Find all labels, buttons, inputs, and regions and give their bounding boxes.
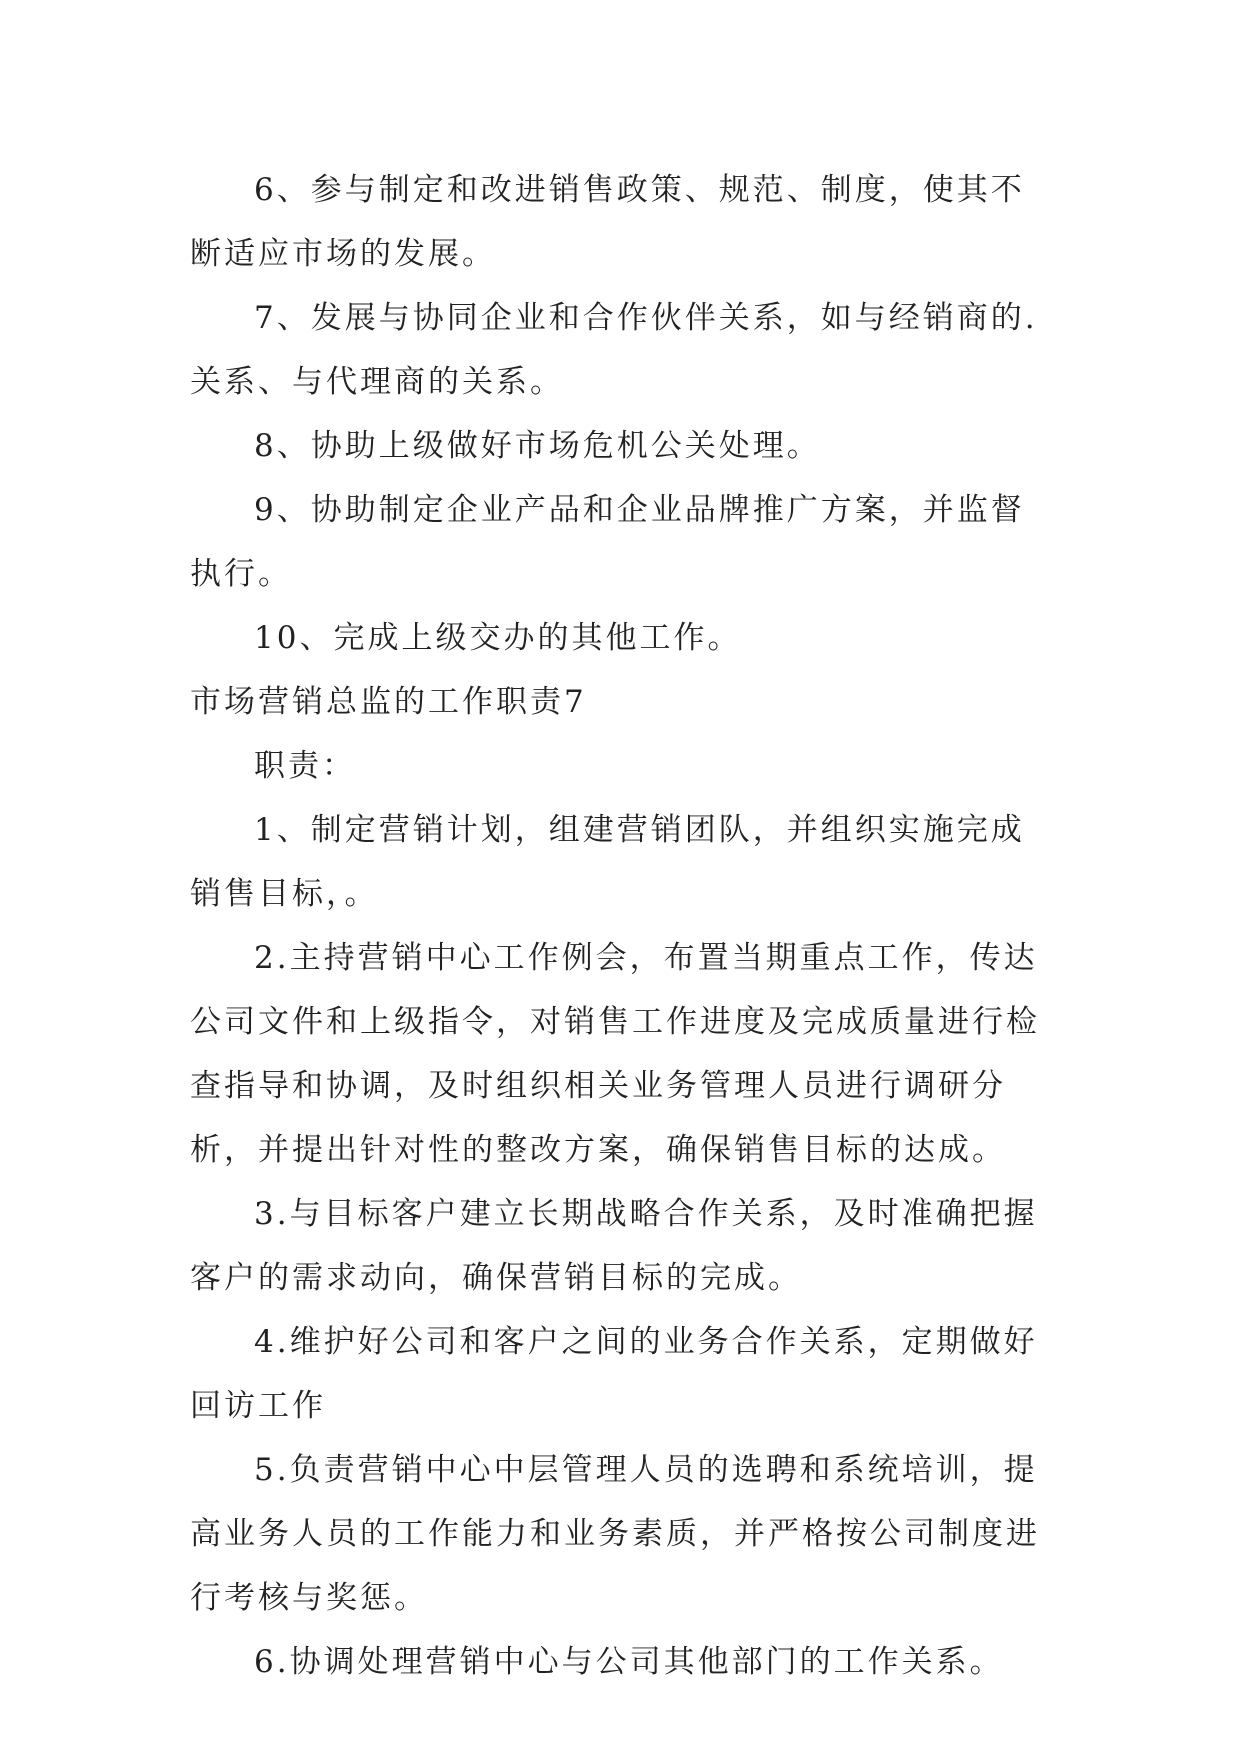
paragraph-item-9: 9、协助制定企业产品和企业品牌推广方案，并监督执行。 [190, 492, 1025, 592]
paragraph-item-6: 6、参与制定和改进销售政策、规范、制度，使其不断适应市场的发展。 [190, 172, 1025, 272]
duties-label: 职责： [254, 748, 356, 784]
document-body [190, 158, 1050, 1694]
paragraph-item-10: 10、完成上级交办的其他工作。 [254, 620, 742, 656]
duty-item-6: 6.协调处理营销中心与公司其他部门的工作关系。 [254, 1644, 1004, 1680]
paragraph-item-8: 8、协助上级做好市场危机公关处理。 [254, 428, 821, 464]
duty-item-2: 2.主持营销中心工作例会，布置当期重点工作，传达公司文件和上级指令，对销售工作进度及完成质量进行检查指导和协调，及时组织相关业务管理人员进行调研分析，并提出针对性的整改方案，确保销售目标的达成。 [190, 940, 1040, 1168]
section-title: 市场营销总监的工作职责7 [190, 684, 587, 720]
duty-item-1: 1、制定营销计划，组建营销团队，并组织实施完成销售目标，。 [190, 812, 1025, 912]
duty-item-4: 4.维护好公司和客户之间的业务合作关系，定期做好回访工作 [190, 1324, 1038, 1424]
duty-item-5: 5.负责营销中心中层管理人员的选聘和系统培训，提高业务人员的工作能力和业务素质，并严格按公司制度进行考核与奖惩。 [190, 1452, 1040, 1616]
paragraph-item-7: 7、发展与协同企业和合作伙伴关系，如与经销商的.关系、与代理商的关系。 [190, 300, 1038, 400]
duty-item-3: 3.与目标客户建立长期战略合作关系，及时准确把握客户的需求动向，确保营销目标的完成。 [190, 1196, 1038, 1296]
